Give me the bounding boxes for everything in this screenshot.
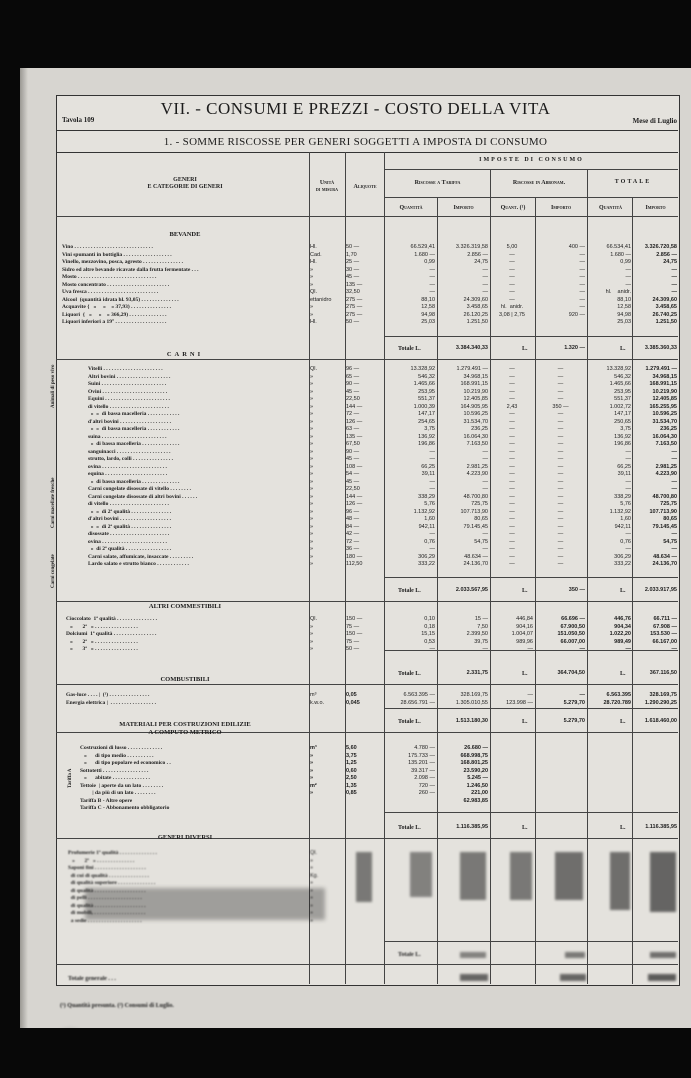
altri-unita: Ql. » » » » <box>310 616 318 652</box>
diversi-unita: Ql. » » Kg. » » » » » » <box>310 850 319 924</box>
combustibili-importo: 328.169,75 1.305.010,55 <box>455 692 488 706</box>
carni-totale-label: Totale L. <box>398 588 421 594</box>
carni-side-fresche: Carni macellate fresche <box>51 477 56 528</box>
combustibili-totale-l2: L. <box>620 719 626 725</box>
bevande-totale-tot: 3.385.360,33 <box>644 345 677 351</box>
page-title: VII. - CONSUMI E PREZZI - COSTO DELLA VITA <box>160 99 551 118</box>
combustibili-unita: m³ k.w.o. <box>310 692 325 706</box>
carni-side-animali: Animali di peso vivo <box>51 364 56 408</box>
materiali-totale-l: L. <box>522 825 528 831</box>
carni-totale-tot: 2.033.917,95 <box>644 587 677 593</box>
diversi-totale-tot-smear <box>650 952 676 958</box>
bevande-totale-abb: 1.320 — <box>564 345 585 351</box>
altri-tot-importo: 66.711 — 67.908 — 153.530 — 66.167,00 — <box>650 616 677 652</box>
combustibili-totale-l: L. <box>522 719 528 725</box>
materiali-totale-l2: L. <box>620 825 626 831</box>
bevande-totale-label: Totale L. <box>398 346 421 352</box>
combustibili-tot-importo: 328.169,75 1.290.290,25 <box>644 692 677 706</box>
carni-labels: Vitelli . . . . . . . . . . . . . . . . . . . . . . Altri bovini . . . . . . . . . . . . . . . . . . . . Suini . . . . . . . . . . . . . . . . . . . . . . . . Ovini . . . . . . . . . . . . . . . . . . . . . . . . Equini . . . . . . . . . . . . . . . . . . . . . . . . di vitello . . . . . . . . . . . . . . . . . . . . . . » » di bassa macelleria . . . . . . . . . . . . d'altri bovini . . . . . . . . . . . . . . . . . . . » » di bassa macelleria . . . . . . . . . . . . suina . . . . . . . . . . . . . . . . . . . . . . . . » di bassa macelleria . . . . . . . . . . . . . . sanguinacci . . . . . . . . . . . . . . . . . . . . strutto, lardo, colli . . . . . . . . . . . . . . . ovina . . . . . . . . . . . . . . . . . . . . . . . . equina . . . . . . . . . . . . . . . . . . . . . . . » di bassa macelleria . . . . . . . . . . . . . . Carni congelate disossate di vitello . . . . . . . . Carni congelate disossate di altri bovini . . . . . . di vitello . . . . . . . . . . . . . . . . . . . . . . » » di 2ª qualità . . . . . . . . . . . . . . . d'altri bovini . . . . . . . . . . . . . . . . . . . » » di 2ª qualità . . . . . . . . . . . . . . . disossate . . . . . . . . . . . . . . . . . . . . . . ovina . . . . . . . . . . . . . . . . . . . . . . . . » di 2ª qualità . . . . . . . . . . . . . . . . . Carni salate, affumicate, insaccate . . . . . . . . . Lardo salato e strutto bianco . . . . . . . . . . . . <box>88 366 198 567</box>
col-imposte-header: IMPOSTE DI CONSUMO <box>479 157 584 163</box>
materiali-totale-tot: 1.116.385,95 <box>645 824 677 830</box>
table-number: Tavola 109 <box>62 116 95 124</box>
rule <box>385 577 678 578</box>
page-edge-shadow <box>20 68 28 1028</box>
diversi-abb-importo-smear <box>555 852 583 900</box>
diversi-abb-quantita-smear <box>510 852 532 900</box>
column-rule <box>384 152 385 984</box>
diversi-tot-quantita-smear <box>610 852 630 910</box>
rule <box>385 650 678 651</box>
carni-abb-importo: — — — — — 350 — — — — — — — — — — — — — — — — — — — — — — <box>552 366 569 567</box>
altri-abb-importo: 66.696 — 67.900,50 151.050,50 66.007,00 — <box>557 616 585 652</box>
diversi-totale-abb-smear <box>565 952 585 958</box>
diversi-labels: Profumerie 1ª qualità . . . . . . . . . . . . . . » 2ª » . . . . . . . . . . . . . . Saponi fini . . . . . . . . . . . . . . . . . . . di cui di qualità . . . . . . . . . . . . . . . di qualità superiore . . . . . . . . . . . . . . di qualità . . . . . . . . . . . . . . . . . . . di pelli . . . . . . . . . . . . . . . . . . . . di qualità . . . . . . . . . . . . . . . . . . . di mobili, . . . . . . . . . . . . . . . . . . . a sedie . . . . . . . . . . . . . . . . . . . . <box>68 850 157 924</box>
combustibili-abb-importo: — 5.279,70 <box>563 692 585 706</box>
altri-totale-l: L. <box>522 671 528 677</box>
diversi-aliquote-smear <box>356 852 372 902</box>
bevande-totale-importo: 3.384.340,33 <box>455 345 488 351</box>
rule <box>56 684 678 685</box>
footnote: (¹) Quantità presunta. (²) Consumi di Luglio. <box>60 1003 174 1009</box>
carni-totale-l: L. <box>522 588 528 594</box>
col-generi-header: GENERI E CATEGORIE DI GENERI <box>147 177 223 190</box>
carni-tot-importo: 1.279.491 — 34.968,15 168.991,15 10.219,90 12.405,85 165.255,95 10.596,25 31.534,70 236,25 16.064,30 7.163,50 — — 2.981,25 4.223,90 — — 48.700,80 725,75 107.713,90 80,65 79.145,45 — 54,75 — 48.634 — 24.136,70 <box>645 366 677 567</box>
section-bevande-title: BEVANDE <box>169 231 201 238</box>
rule <box>385 197 678 198</box>
subtitle-rule <box>56 152 678 153</box>
altri-abb-quantita: 446,84 904,16 1.004,07 989,96 — <box>511 616 533 652</box>
carni-totale-l2: L. <box>620 588 626 594</box>
col-tariffa-quantita: Quantità <box>399 205 423 211</box>
bevande-totale-l: L. <box>522 346 528 352</box>
altri-totale-label: Totale L. <box>398 671 421 677</box>
bevande-importo: 3.326.319,58 2.856 — 24,75 — — — — 24.309,60 3.458,65 26.120,25 1.251,50 <box>455 244 488 325</box>
rule <box>385 336 678 337</box>
rule <box>56 359 678 360</box>
col-abbonam-header: Riscosse in Abbonam. <box>512 180 566 186</box>
combustibili-aliquote: 0,05 0,045 <box>346 692 360 706</box>
rule <box>56 601 678 602</box>
combustibili-abb-quantita: — 123.998 — <box>506 692 533 706</box>
materiali-totale-importo: 1.116.385,95 <box>456 824 488 830</box>
col-abbonam-quantita: Quant. (¹) <box>500 205 526 211</box>
carni-side-congelate: Carni congelate <box>51 554 56 588</box>
materiali-side-label: Tariffa A <box>68 768 73 788</box>
bevande-labels: Vino . . . . . . . . . . . . . . . . . . . . . . . . . . . . . Vini spumanti in bottiglia . . . . . . . . . . . . . . . . . . Vinello, mezzovino, posca, agresto . . . . . . . . . . . . . . . Sidro ed altre bevande ricavate dalla frutta fermentate . . . Mosto . . . . . . . . . . . . . . . . . . . . . . . . . . . . . Mosto concentrato . . . . . . . . . . . . . . . . . . . . . . . Uva fresca . . . . . . . . . . . . . . . . . . . . . . . . . . Alcool (quantità idrata hl. 93,05) . . . . . . . . . . . . . . Acquavite { » » » 37,93) . . . . . . . . . . . . . . . Liquori { » » » 366,29) . . . . . . . . . . . . . . Liquori inferiori a 19° . . . . . . . . . . . . . . . . . . . <box>62 244 199 325</box>
altri-importo: 15 — 7,50 2.399,50 39,75 — <box>466 616 488 652</box>
materiali-totale-label: Totale L. <box>398 825 421 831</box>
materiali-aliquote: 5,60 3,75 1,25 0,60 2,50 1,35 0,85 <box>346 745 357 796</box>
rule <box>385 169 678 170</box>
section-altri-title: ALTRI COMMESTIBILI <box>148 603 222 610</box>
col-totale-importo: Importo <box>645 205 666 211</box>
col-tariffa-importo: Importo <box>453 205 474 211</box>
grand-total-label: Totale generale . . . <box>68 976 116 982</box>
bevande-totale-l2: L. <box>620 346 626 352</box>
combustibili-tot-quantita: 6.563.395 28.720.789 <box>603 692 631 706</box>
col-aliquote-header: Aliquote <box>353 184 377 190</box>
month-label: Mese di Luglio <box>632 117 677 125</box>
carni-tot-quantita: 13.328,92 546,32 1.465,66 253,95 551,37 1.002,72 147,17 250,65 3,75 136,92 196,86 — — 66,25 39,11 — — 338,29 5,76 1.132,92 1,60 942,11 — 0,76 — 306,29 333,22 <box>606 366 631 567</box>
combustibili-totale-tot: 1.618.460,00 <box>644 718 677 724</box>
carni-unita: Ql. » » » » » » » » » » » » » » » » » » » » » » » » » » <box>310 366 318 567</box>
diversi-totale-smear <box>460 952 486 958</box>
carni-abb-quantita: — — — — — 2,43 — — — — — — — — — — — — — — — — — — — — — <box>506 366 518 567</box>
diversi-totale-label: Totale L. <box>398 952 421 958</box>
col-totale-quantita: Quantità <box>598 205 623 211</box>
table-subtitle: 1. - SOMME RISCOSSE PER GENERI SOGGETTI A IMPOSTA DI CONSUMO <box>163 136 548 148</box>
bevande-abb-quantita: 5,00 — — — — — — — hl. anidr. 3,08 | 2,75 <box>499 244 525 318</box>
diversi-importo-smear <box>460 852 486 900</box>
rule <box>56 964 678 965</box>
rule <box>56 216 678 217</box>
rule <box>385 812 678 813</box>
materiali-quantita: 4.780 — 175.733 — 135.201 — 39.317 — 2.098 — 720 — 260 — <box>408 745 435 796</box>
altri-totale-importo: 2.331,75 <box>466 670 488 676</box>
bevande-aliquote: 50 — 1,70 25 — 30 — 45 — 135 — 32,50 275 — 275 — 275 — 50 — <box>346 244 363 325</box>
carni-totale-abb: 350 — <box>568 587 585 593</box>
combustibili-labels: Gas-luce . . . . | (¹) . . . . . . . . . . . . . . . Energia elettrica | . . . . . . . . . . . . . . . . . <box>66 692 156 706</box>
bevande-abb-importo: 400 — — — — — — — — — 920 — <box>568 244 585 318</box>
altri-tot-quantita: 446,76 904,34 1.022,20 989,49 — <box>609 616 631 652</box>
document-page <box>20 68 691 1028</box>
section-materiali-title: MATERIALI PER COSTRUZIONI EDILIZIE A COMPUTO METRICO <box>119 721 251 736</box>
materiali-unita: m³ » » » » m² » <box>310 745 317 796</box>
grand-total-smear <box>460 974 488 981</box>
rule <box>385 708 678 709</box>
col-abbonam-importo: Importo <box>550 205 572 211</box>
bevande-tot-importo: 3.326.720,58 2.856 — 24,75 — — — — 24.309,60 3.458,65 26.740,25 1.251,50 <box>644 244 677 325</box>
altri-totale-l2: L. <box>620 671 626 677</box>
combustibili-totale-label: Totale L. <box>398 719 421 725</box>
col-tariffa-header: Riscosse a Tariffa <box>414 180 461 186</box>
rule <box>385 941 678 942</box>
bevande-unita: Hl. Cad. Hl. » » » Ql. ettanidro » » Hl. <box>310 244 332 325</box>
section-diversi-title: GENERI DIVERSI <box>157 834 213 841</box>
carni-quantita: 13.328,92 546,32 1.465,66 253,95 551,37 1.000,39 147,17 254,65 3,75 136,92 196,86 — — 66,25 39,11 — — 338,29 5,76 1.132,92 1,60 942,11 — 0,76 — 306,29 333,22 <box>410 366 435 567</box>
carni-aliquote: 96 — 65 — 90 — 45 — 22,50 144 — 72 — 126 — 63 — 135 — 67,50 90 — 45 — 108 — 54 — 45 — 22,50 144 — 126 — 96 — 48 — 84 — 42 — 72 — 36 — 180 — 112,50 <box>346 366 363 567</box>
col-totale-header: TOTALE <box>614 179 652 185</box>
materiali-labels: Costruzioni di lusso . . . . . . . . . . . . . » di tipo medio . . . . . . . . . . » di tipo popolare ed economico . . Sottotetti . . . . . . . . . . . . . . . . . » abitate . . . . . . . . . . . . . . Tettoie | aperte da un lato . . . . . . . . | da più di un lato . . . . . . . . Tariffa B - Altre opere Tariffa C - Abbonamento obbligatorio <box>80 745 171 811</box>
section-combustibili-title: COMBUSTIBILI <box>160 676 210 683</box>
section-carni-title: CARNI <box>166 351 204 358</box>
diversi-quantita-smear <box>410 852 432 897</box>
combustibili-totale-abb: 5.279,70 <box>563 718 585 724</box>
diversi-label-smear <box>85 888 325 920</box>
altri-aliquote: 150 — 75 — 150 — 75 — 50 — <box>346 616 363 652</box>
carni-importo: 1.279.491 — 34.968,15 168.991,15 10.219,90 12.405,85 164.905,95 10.596,25 31.534,70 236,25 16.064,30 7.163,50 — — 2.981,25 4.223,90 — — 48.700,80 725,75 107.713,90 80,65 79.145,45 — 54,75 — 48.634 — 24.136,70 <box>456 366 488 567</box>
carni-totale-importo: 2.033.567,95 <box>455 587 488 593</box>
diversi-tot-importo-smear <box>650 852 676 912</box>
altri-totale-tot: 367.116,50 <box>649 670 677 676</box>
grand-total-abb-smear <box>560 974 586 981</box>
altri-quantita: 0,10 0,18 15,15 0,53 — <box>421 616 435 652</box>
materiali-importo: 26.680 — 668.998,75 168.801,25 23.590,20 5.245 — 1.246,50 221,00 62.983,85 <box>460 745 488 804</box>
combustibili-quantita: 6.563.395 — 28.656.791 — <box>400 692 435 706</box>
bevande-quantita: 66.529,41 1.680 — 0,99 — — — — 88,10 12,58 94,98 25,03 <box>410 244 435 325</box>
grand-total-tot-smear <box>648 974 676 981</box>
title-rule <box>56 130 678 131</box>
bevande-tot-quantita: 66.534,41 1.680 — 0,99 — — — hl. anidr. 88,10 12,58 94,98 25,03 <box>605 244 631 325</box>
altri-totale-abb: 364.704,50 <box>557 670 585 676</box>
combustibili-totale-importo: 1.513.180,30 <box>455 718 488 724</box>
altri-labels: Cioccolato 1ª qualità . . . . . . . . . . . . . . . » 2ª » . . . . . . . . . . . . . . . . Dolciumi 1ª qualità . . . . . . . . . . . . . . . . » 2ª » . . . . . . . . . . . . . . . . » 3ª » . . . . . . . . . . . . . . . . <box>66 616 158 652</box>
col-unita-header: Unità di misura <box>315 180 339 193</box>
